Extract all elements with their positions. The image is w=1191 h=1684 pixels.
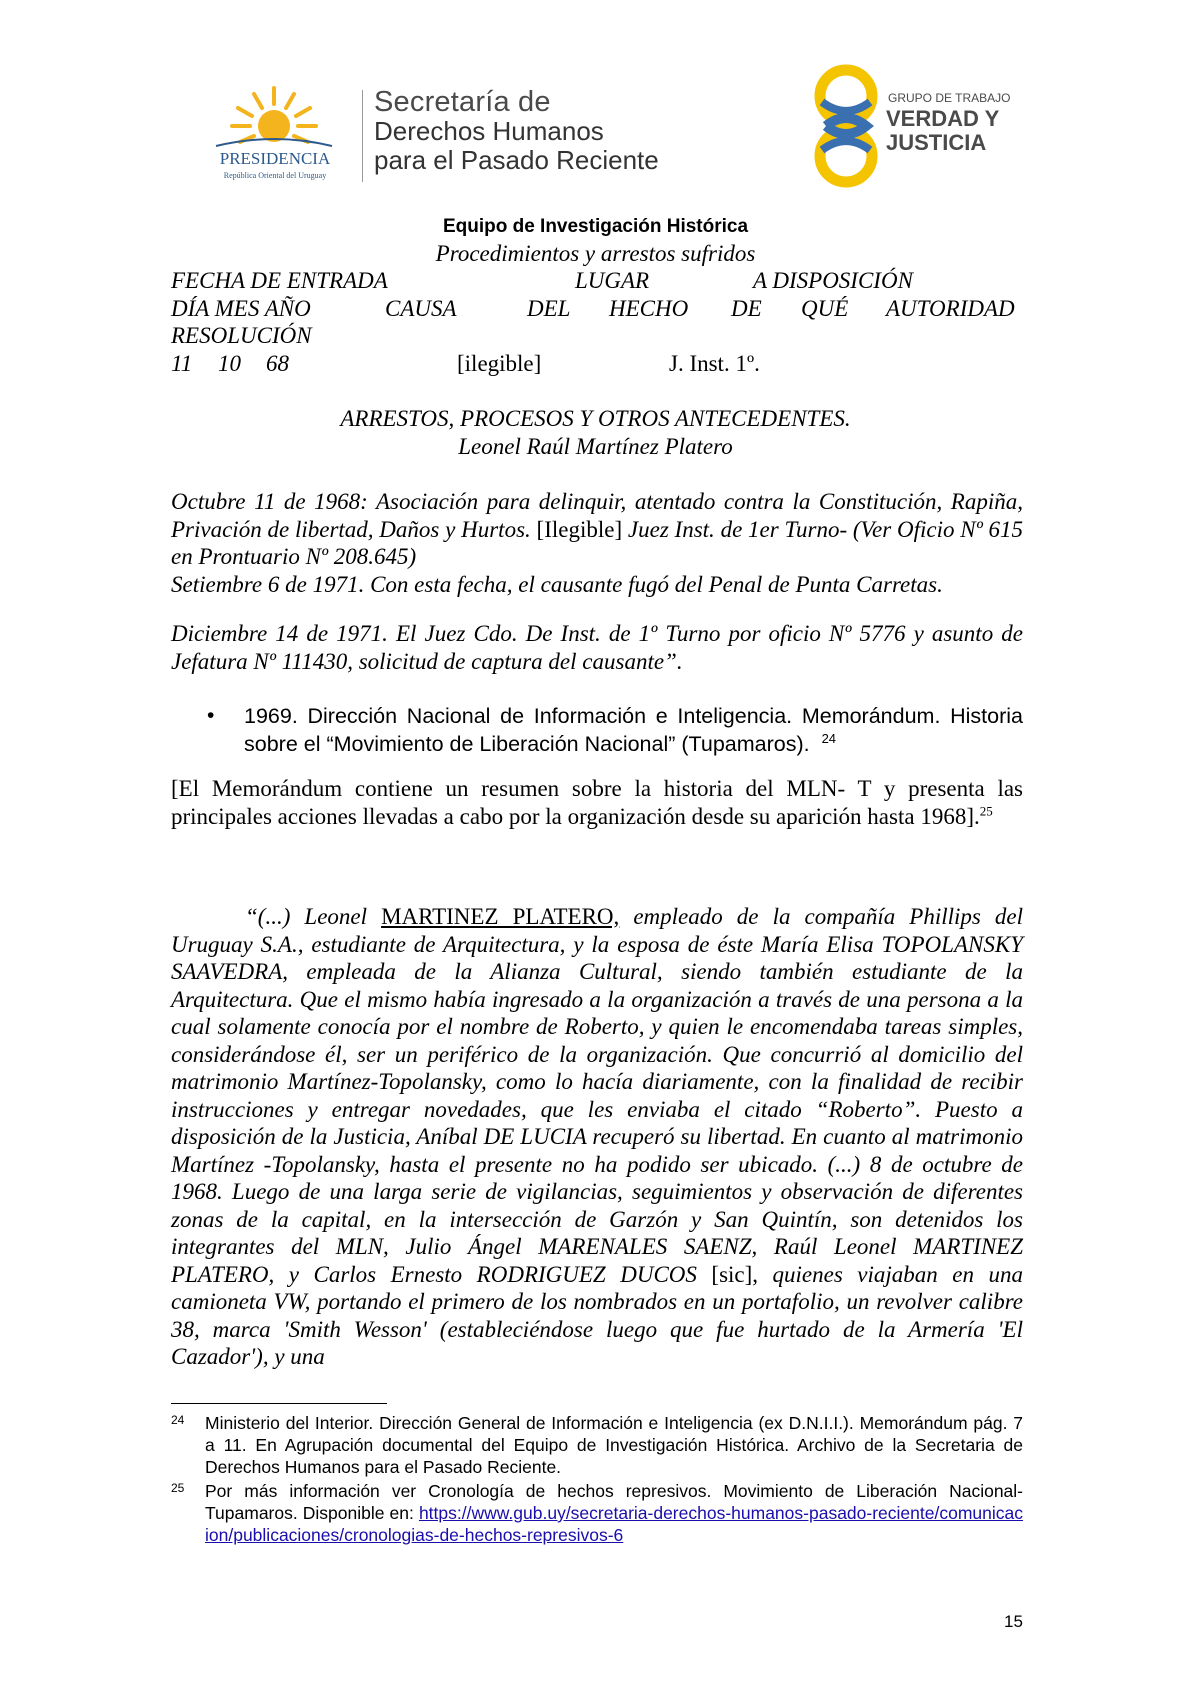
section-title: ARRESTOS, PROCESOS Y OTROS ANTECEDENTES. bbox=[340, 406, 851, 431]
antecedent-paragraph-2: Setiembre 6 de 1971. Con esta fecha, el causante fugó del Penal de Punta Carretas. bbox=[171, 571, 943, 597]
header-divider bbox=[362, 90, 363, 182]
secretaria-line2: Derechos Humanos bbox=[374, 116, 604, 146]
footnote-25-text: Por más información ver Cronología de hechos represivos. Movimiento de Liberación Nacional-Tupamaros. Disponible en: bbox=[205, 1481, 1023, 1523]
antecedent-paragraph-3-block bbox=[171, 620, 1023, 675]
header-que: QUÉ bbox=[801, 296, 849, 321]
presidencia-logo bbox=[196, 84, 354, 184]
presidencia-title: PRESIDENCIA bbox=[219, 149, 331, 168]
footnote-24-text: Ministerio del Interior. Dirección General de Información e Inteligencia (ex D.N.I.I.). Memorándum pág. 7 a 11. En Agrupación documental del Equipo de Investigación Histórica. Archivo de la Secretaria de Derechos Humanos para el Pasado Reciente. bbox=[205, 1413, 1023, 1477]
footnote-25-link[interactable]: https://www.gub.uy/secretaria-derechos-humanos-pasado-reciente/comunicacion/publicaciones/cronologias-de-hechos-represivos-6 bbox=[205, 1503, 1023, 1545]
header-dia-mes-ano: DÍA MES AÑO bbox=[171, 296, 311, 321]
bullet-text: 1969. Dirección Nacional de Información e Inteligencia. Memorándum. Historia sobre el “Movimiento de Liberación Nacional” (Tupamaros). bbox=[244, 704, 1023, 756]
header-hecho: HECHO bbox=[609, 296, 689, 321]
header-lugar: LUGAR bbox=[575, 268, 650, 293]
header-fecha: FECHA DE ENTRADA bbox=[171, 268, 388, 293]
page-number: 15 bbox=[1004, 1612, 1023, 1631]
quote-block bbox=[171, 903, 1023, 1371]
infinity-rings-icon bbox=[820, 70, 872, 182]
footnote-25 bbox=[171, 1480, 1023, 1546]
secretaria-logo-text bbox=[374, 88, 659, 175]
antecedent-1-illegible: [Ilegible] bbox=[530, 516, 628, 542]
antecedent-1-part-c: Juez Inst. de 1er Turno- (Ver Oficio Nº 615 en Prontuario Nº 208.645) bbox=[171, 516, 1023, 569]
bullet-item bbox=[244, 702, 1023, 758]
quote-sic: [sic], bbox=[696, 1261, 773, 1287]
gtvj-logo bbox=[810, 62, 1030, 190]
section-subtitle: Procedimientos y arrestos sufridos bbox=[435, 241, 756, 266]
gtvj-line3: JUSTICIA bbox=[886, 130, 987, 155]
antecedent-paragraph-1 bbox=[171, 488, 1023, 571]
sun-icon bbox=[216, 88, 332, 146]
header-de: DE bbox=[731, 296, 762, 321]
cell-ano: 68 bbox=[266, 351, 289, 376]
cell-mes: 10 bbox=[218, 351, 241, 376]
cell-causa: [ilegible] bbox=[457, 351, 542, 376]
antecedents-block bbox=[171, 488, 1023, 598]
memorandum-summary-block bbox=[171, 775, 1023, 830]
footnote-ref-25: 25 bbox=[979, 802, 993, 818]
section-name: Leonel Raúl Martínez Platero bbox=[458, 434, 733, 459]
memorandum-summary bbox=[171, 775, 1023, 830]
quote-part-b: empleado de la compañía Phillips del Uruguay S.A., estudiante de Arquitectura, y la esposa de éste María Elisa TOPOLANSKY SAAVEDRA, empleada de la Alianza Cultural, siendo también estudiante de la Arquitectura. Que el mismo había ingresado a la organización a través de una persona a la cual solamente conocía por el nombre de Roberto, y quien le encomendaba tareas simples, considerándose él, ser un periférico de la organización. Que concurrió al domicilio del matrimonio Martínez-Topolansky, como lo hacía diariamente, con la finalidad de recibir instrucciones y entregar novedades, que les enviaba el citado “Roberto”. Puesto a disposición de la Justicia, Aníbal DE LUCIA recuperó su libertad. En cuanto al matrimonio Martínez -Topolansky, hasta el presente no ha podido ser ubicado. (...) 8 de octubre de 1968. Luego de una larga serie de vigilancias, seguimientos y observación de diferentes zonas de la capital, en la intersección de Garzón y San Quintín, son detenidos los integrantes del MLN, Julio Ángel MARENALES SAENZ, Raúl Leonel MARTINEZ PLATERO, y Carlos Ernesto RODRIGUEZ DUCOS bbox=[171, 904, 1023, 1287]
header-del: DEL bbox=[527, 296, 571, 321]
antecedent-paragraph-3: Diciembre 14 de 1971. El Juez Cdo. De Inst. de 1º Turno por oficio Nº 5776 y asunto de Jefatura Nº 111430, solicitud de captura del causante”. bbox=[171, 621, 1023, 674]
quote-part-a: “(...) Leonel bbox=[245, 904, 382, 929]
team-heading: Equipo de Investigación Histórica bbox=[442, 216, 749, 237]
quote-underlined-name: MARTINEZ PLATERO, bbox=[381, 904, 620, 929]
header-autoridad: AUTORIDAD bbox=[886, 296, 1015, 321]
antecedent-1-part-a: Octubre 11 de 1968: Asociación para delinquir, atentado contra la Constitución, Rapiña, Privación de libertad, Daños y Hurtos. bbox=[171, 489, 1023, 542]
presidencia-subtitle: República Oriental del Uruguay bbox=[223, 171, 327, 180]
cell-dia: 11 bbox=[171, 351, 193, 376]
header-causa: CAUSA bbox=[385, 296, 457, 321]
header-disposicion: A DISPOSICIÓN bbox=[753, 268, 913, 293]
gtvj-line2: VERDAD Y bbox=[886, 106, 1000, 131]
bullet-marker: • bbox=[207, 704, 215, 727]
footnote-25-number: 25 bbox=[171, 1481, 185, 1495]
secretaria-line3: para el Pasado Reciente bbox=[374, 145, 659, 175]
gtvj-line1: GRUPO DE TRABAJO bbox=[888, 91, 1011, 105]
footnote-24 bbox=[171, 1412, 1023, 1478]
cell-autoridad: J. Inst. 1º. bbox=[669, 351, 760, 376]
footnote-ref-24: 24 bbox=[821, 730, 837, 746]
footnote-24-number: 24 bbox=[171, 1413, 185, 1427]
quote-paragraph bbox=[171, 903, 1023, 1371]
header-resolucion: RESOLUCIÓN bbox=[171, 323, 312, 348]
secretaria-line1: Secretaría de bbox=[374, 86, 551, 118]
footnote-separator bbox=[171, 1403, 387, 1404]
quote-part-c: quienes viajaban en una camioneta VW, portando el primero de los nombrados en un portafolio, un revolver calibre 38, marca 'Smith Wesson' (estableciéndose luego que fue hurtado de la Armería 'El Cazador'), y una bbox=[171, 1261, 1023, 1369]
footnote-25-body bbox=[205, 1480, 1023, 1546]
memorandum-summary-text: [El Memorándum contiene un resumen sobre la historia del MLN- T y presenta las principales acciones llevadas a cabo por la organización desde su aparición hasta 1968]. bbox=[171, 776, 1023, 829]
